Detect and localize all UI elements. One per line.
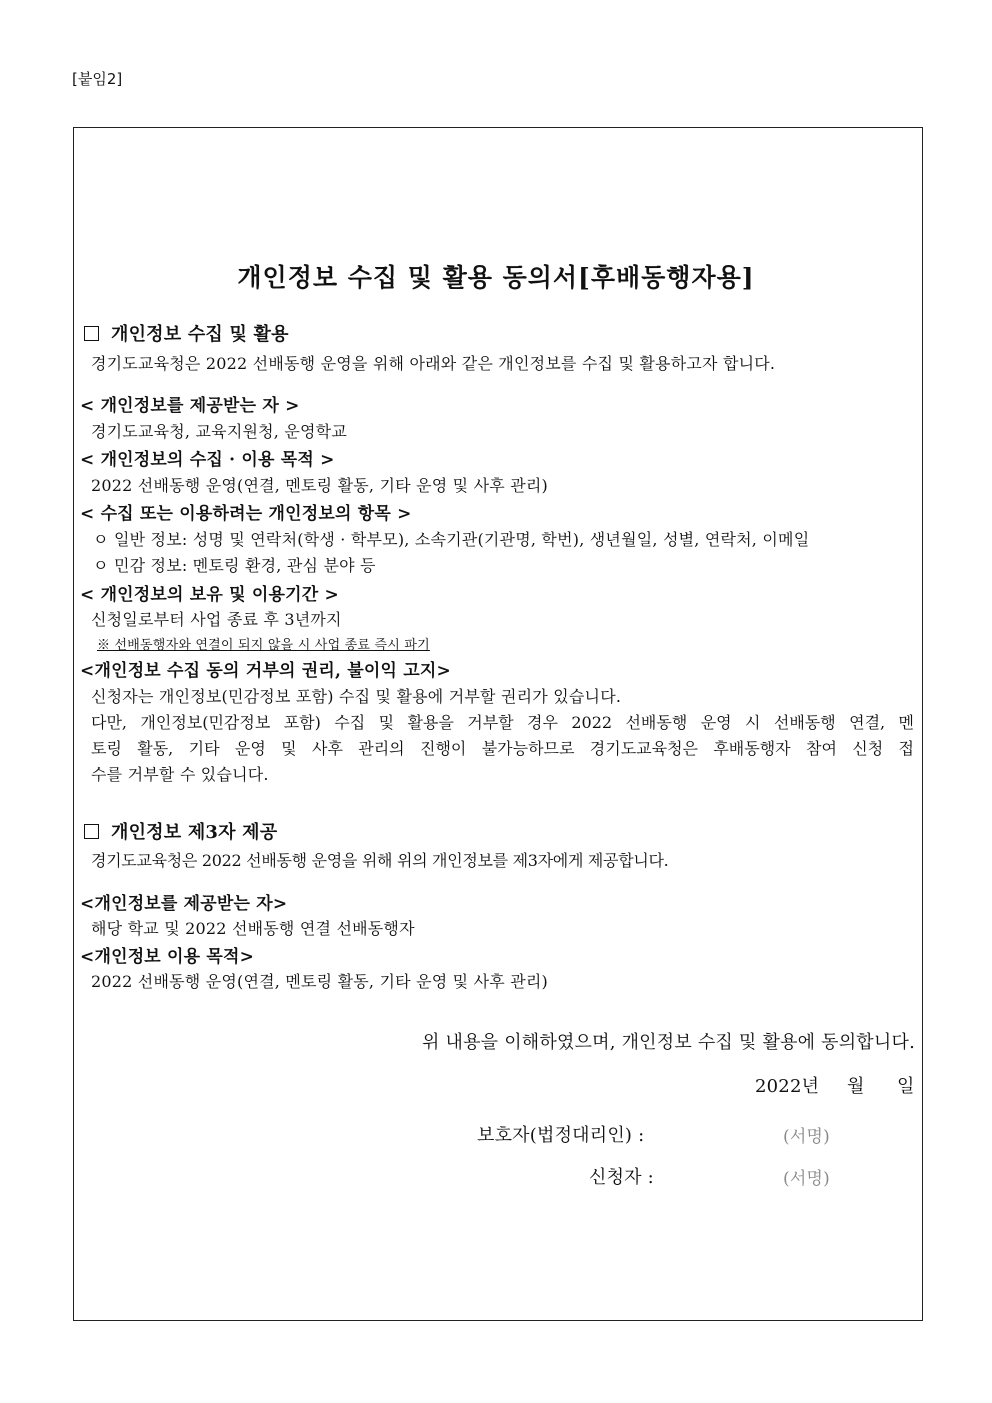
section1-heading [84, 320, 289, 346]
section2-purpose-text: 2022 선배동행 운영(연결, 멘토링 활동, 기타 운영 및 사후 관리) [91, 972, 548, 991]
guardian-signature-field[interactable]: (서명) [783, 1127, 830, 1147]
applicant-signature-field[interactable]: (서명) [783, 1169, 830, 1189]
date-day: 일 [897, 1076, 915, 1097]
section1-heading-text: 개인정보 수집 및 활용 [111, 324, 289, 345]
refusal-line-3: 토링 활동, 기타 운영 및 사후 관리의 진행이 불가능하므로 경기도교육청은 후배동행자 참여 신청 접 [91, 739, 914, 758]
period-note: ※ 선배동행자와 연결이 되지 않을 시 사업 종료 즉시 파기 [97, 638, 430, 653]
items-sensitive: ㅇ 민감 정보: 멘토링 환경, 관심 분야 등 [93, 556, 376, 575]
period-heading: < 개인정보의 보유 및 이용기간 > [80, 585, 339, 605]
checkbox-icon [84, 824, 99, 839]
refusal-line-2: 다만, 개인정보(민감정보 포함) 수집 및 활용을 거부할 경우 2022 선배동행 운영 시 선배동행 연결, 멘 [91, 713, 914, 732]
section2-recipient-heading: <개인정보를 제공받는 자> [80, 894, 288, 914]
agreement-statement: 위 내용을 이해하였으며, 개인정보 수집 및 활용에 동의합니다. [422, 1032, 915, 1053]
guardian-label: 보호자(법정대리인) : [477, 1125, 645, 1146]
items-general: ㅇ 일반 정보: 성명 및 연락처(학생 · 학부모), 소속기관(기관명, 학번), 생년월일, 성별, 연락처, 이메일 [93, 530, 810, 549]
items-heading: < 수집 또는 이용하려는 개인정보의 항목 > [80, 504, 412, 524]
recipient-heading: < 개인정보를 제공받는 자 > [80, 396, 300, 416]
purpose-text: 2022 선배동행 운영(연결, 멘토링 활동, 기타 운영 및 사후 관리) [91, 476, 548, 495]
attachment-label: [붙임2] [72, 70, 123, 88]
section2-purpose-heading: <개인정보 이용 목적> [80, 947, 255, 967]
section2-recipient-text: 해당 학교 및 2022 선배동행 연결 선배동행자 [91, 919, 415, 938]
refusal-heading: <개인정보 수집 동의 거부의 권리, 불이익 고지> [80, 661, 451, 681]
purpose-heading: < 개인정보의 수집 · 이용 목적 > [80, 450, 335, 470]
date-year: 2022년 [755, 1076, 820, 1097]
refusal-line-4: 수를 거부할 수 있습니다. [91, 765, 269, 784]
document-title: 개인정보 수집 및 활용 동의서[후배동행자용] [237, 263, 755, 292]
section1-intro: 경기도교육청은 2022 선배동행 운영을 위해 아래와 같은 개인정보를 수집 및 활용하고자 합니다. [91, 354, 776, 373]
section2-heading [84, 818, 277, 844]
refusal-line-1: 신청자는 개인정보(민감정보 포함) 수집 및 활용에 거부할 권리가 있습니다. [91, 687, 622, 706]
period-text: 신청일로부터 사업 종료 후 3년까지 [91, 610, 342, 629]
date-month: 월 [847, 1076, 865, 1097]
section2-intro: 경기도교육청은 2022 선배동행 운영을 위해 위의 개인정보를 제3자에게 제공합니다. [91, 851, 669, 870]
section2-heading-text: 개인정보 제3자 제공 [111, 822, 278, 843]
checkbox-icon [84, 326, 99, 341]
applicant-label: 신청자 : [589, 1167, 654, 1188]
recipient-text: 경기도교육청, 교육지원청, 운영학교 [91, 422, 347, 441]
